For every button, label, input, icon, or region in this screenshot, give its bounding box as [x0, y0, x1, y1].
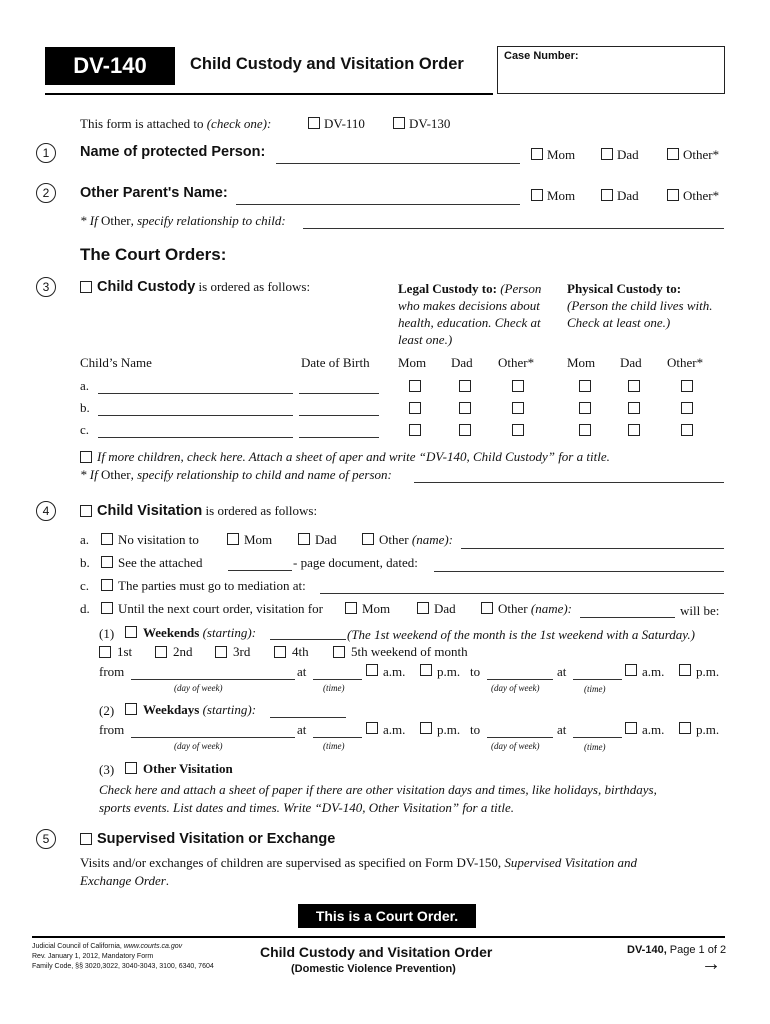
child-a-physical-mom-checkbox[interactable] — [579, 380, 591, 392]
s1-mom-label: Mom — [547, 147, 576, 162]
weekend-2nd-checkbox[interactable] — [155, 646, 167, 658]
until-next-order-text: Until the next court order, visitation for — [118, 601, 323, 616]
child-custody-title: Child Custody — [97, 279, 196, 295]
child-row-a-label: a. — [80, 378, 90, 393]
footer-subtitle: (Domestic Violence Prevention) — [291, 963, 456, 975]
weekdays-from-time-field[interactable] — [313, 737, 362, 738]
weekends-from-day-caption: (day of week) — [174, 683, 223, 693]
dv130-label: DV-130 — [409, 116, 451, 131]
other-visitation-line-1: Check here and attach a sheet of paper if there are other visitation days and times, like holidays, birthdays, — [99, 782, 657, 797]
no-visitation-checkbox[interactable] — [101, 533, 113, 545]
child-c-legal-mom-checkbox[interactable] — [409, 424, 421, 436]
protected-person-field[interactable] — [276, 163, 520, 164]
child-c-legal-other-checkbox[interactable] — [512, 424, 524, 436]
footer-form-id: DV-140, — [627, 944, 667, 956]
legal-custody-title: Legal Custody to: — [398, 281, 497, 296]
weekends-from-at: at — [297, 664, 307, 679]
s2-dad-label: Dad — [617, 188, 639, 203]
weekends-starting: (starting): — [202, 625, 257, 640]
weekdays-from-pm-label: p.m. — [437, 722, 461, 737]
no-visitation-text: No visitation to — [118, 532, 199, 547]
weekend-2nd-label: 2nd — [173, 644, 193, 659]
supervised-l1-prefix: Visits and/or exchanges of children are supervised as specified on Form DV-150, — [80, 855, 505, 870]
no-visit-other-name-label: (name): — [411, 532, 454, 547]
weekends-to-label: to — [470, 664, 481, 679]
weekend-4th-label: 4th — [292, 644, 309, 659]
visit-other-label — [498, 601, 572, 617]
col-legal-dad: Dad — [451, 355, 473, 370]
child-visitation-suffix: is ordered as follows: — [202, 503, 318, 518]
col-physical-other: Other* — [667, 355, 704, 370]
footer-rule — [32, 936, 725, 938]
footer-citation — [32, 942, 214, 972]
child-c-physical-other-checkbox[interactable] — [681, 424, 693, 436]
weekdays-title: Weekdays — [143, 702, 200, 717]
s2-mom-label: Mom — [547, 188, 576, 203]
weekend-1st-checkbox[interactable] — [99, 646, 111, 658]
s4-b-label: b. — [80, 555, 90, 570]
weekends-start-field[interactable] — [270, 639, 346, 640]
child-custody-heading — [97, 279, 310, 295]
s4-a-label: a. — [80, 532, 90, 547]
weekends-from-day-field[interactable] — [131, 679, 295, 680]
supervised-l1-italic: Supervised Visitation and — [504, 855, 638, 870]
visit-other-name-label: (name): — [530, 601, 573, 616]
footer-page-number: Page 1 of 2 — [666, 944, 727, 956]
no-visit-other-label — [379, 532, 453, 548]
weekends-heading — [143, 625, 256, 641]
form-title: Child Custody and Visitation Order — [190, 55, 464, 73]
supervised-visitation-title: Supervised Visitation or Exchange — [97, 831, 336, 847]
weekends-from-time-field[interactable] — [313, 679, 362, 680]
s2-dad-checkbox[interactable] — [601, 189, 613, 201]
weekdays-to-pm-label: p.m. — [696, 722, 720, 737]
weekdays-from-day-field[interactable] — [131, 737, 295, 738]
weekdays-to-pm-checkbox[interactable] — [679, 722, 691, 734]
form-id-box — [45, 47, 175, 85]
other-parent-field[interactable] — [236, 204, 520, 205]
child-c-physical-mom-checkbox[interactable] — [579, 424, 591, 436]
child-visitation-heading — [97, 503, 317, 519]
visit-dad-checkbox[interactable] — [417, 602, 429, 614]
legal-custody-heading — [398, 280, 541, 348]
s2-note-suffix: , specify relationship to child: — [130, 213, 286, 228]
s3-relationship-note — [80, 467, 392, 483]
child-a-physical-other-checkbox[interactable] — [681, 380, 693, 392]
weekdays-number: (2) — [99, 703, 115, 718]
see-attached-mid: - page document, dated: — [293, 555, 418, 570]
section-5-number: 5 — [36, 829, 56, 849]
visit-other-text: Other — [498, 601, 528, 616]
section-4-number: 4 — [36, 501, 56, 521]
weekdays-from-day-caption: (day of week) — [174, 741, 223, 751]
court-order-banner: This is a Court Order. — [298, 904, 476, 928]
child-visitation-title: Child Visitation — [97, 503, 203, 519]
weekdays-start-field[interactable] — [270, 717, 346, 718]
weekends-to-pm-label: p.m. — [696, 664, 720, 679]
child-c-dob-field[interactable] — [299, 437, 379, 438]
court-orders-heading: The Court Orders: — [80, 245, 227, 264]
physical-custody-l3: Check at least one.) — [567, 315, 671, 330]
section-3-number: 3 — [36, 277, 56, 297]
weekdays-to-am-label: a.m. — [642, 722, 665, 737]
weekdays-to-time-caption: (time) — [584, 742, 606, 752]
s3-note-suffix: , specify relationship to child and name of person: — [130, 467, 392, 482]
weekends-from-am-checkbox[interactable] — [366, 664, 378, 676]
section-1-number: 1 — [36, 143, 56, 163]
child-custody-checkbox[interactable] — [80, 281, 92, 293]
col-physical-dad: Dad — [620, 355, 642, 370]
visit-dad-label: Dad — [434, 601, 456, 616]
supervised-l2-italic: Exchange Order — [80, 873, 166, 888]
other-visitation-number: (3) — [99, 762, 115, 777]
visit-mom-label: Mom — [362, 601, 391, 616]
weekdays-starting: (starting): — [202, 702, 257, 717]
weekends-checkbox[interactable] — [125, 626, 137, 638]
visit-mom-checkbox[interactable] — [345, 602, 357, 614]
weekdays-to-am-checkbox[interactable] — [625, 722, 637, 734]
dv110-label: DV-110 — [324, 116, 365, 131]
child-row-b-label: b. — [80, 400, 90, 415]
s2-other-label: Other* — [683, 188, 720, 203]
col-date-of-birth: Date of Birth — [301, 355, 370, 370]
see-attached-checkbox[interactable] — [101, 556, 113, 568]
form-id: DV-140 — [73, 53, 147, 78]
attached-label-text: This form is attached to — [80, 116, 207, 131]
s1-other-checkbox[interactable] — [667, 148, 679, 160]
weekends-from-label: from — [99, 664, 125, 679]
other-visitation-checkbox[interactable] — [125, 762, 137, 774]
no-visit-other-checkbox[interactable] — [362, 533, 374, 545]
supervised-visitation-checkbox[interactable] — [80, 833, 92, 845]
child-b-physical-mom-checkbox[interactable] — [579, 402, 591, 414]
s1-dad-checkbox[interactable] — [601, 148, 613, 160]
weekends-note: (The 1st weekend of the month is the 1st weekend with a Saturday.) — [347, 627, 695, 642]
footer-family-code: Family Code, §§ 3020,3022, 3040-3043, 3100, 6340, 7604 — [32, 963, 214, 970]
mediation-checkbox[interactable] — [101, 579, 113, 591]
no-visit-other-name-field[interactable] — [461, 548, 724, 549]
legal-custody-l1: (Person — [496, 281, 542, 296]
weekdays-checkbox[interactable] — [125, 703, 137, 715]
weekends-to-day-field[interactable] — [487, 679, 553, 680]
weekdays-to-day-field[interactable] — [487, 737, 553, 738]
until-next-order-checkbox[interactable] — [101, 602, 113, 614]
s3-relationship-field[interactable] — [414, 482, 724, 483]
physical-custody-heading — [567, 280, 713, 331]
weekends-to-day-caption: (day of week) — [491, 683, 540, 693]
weekdays-heading — [143, 702, 256, 718]
footer-council: Judicial Council of California, — [32, 943, 124, 950]
weekends-to-time-caption: (time) — [584, 684, 606, 694]
s2-note-other: Other — [100, 213, 131, 228]
s2-relationship-field[interactable] — [303, 228, 724, 229]
child-a-dob-field[interactable] — [299, 393, 379, 394]
legal-custody-l2: who makes decisions about — [398, 298, 540, 313]
s3-note-other: Other — [100, 467, 131, 482]
s4-d-label: d. — [80, 601, 90, 616]
s3-note-prefix: * If — [80, 467, 101, 482]
footer-revision: Rev. January 1, 2012, Mandatory Form — [32, 953, 154, 960]
no-visit-mom-label: Mom — [244, 532, 273, 547]
weekends-title: Weekends — [143, 625, 200, 640]
mediation-field[interactable] — [320, 593, 724, 594]
legal-custody-l4: least one.) — [398, 332, 453, 347]
child-a-physical-dad-checkbox[interactable] — [628, 380, 640, 392]
attached-check-one: (check one): — [206, 116, 272, 131]
weekend-5th-checkbox[interactable] — [333, 646, 345, 658]
footer-url: www.courts.ca.gov — [123, 943, 183, 950]
weekdays-to-at: at — [557, 722, 567, 737]
child-b-physical-other-checkbox[interactable] — [681, 402, 693, 414]
no-visit-dad-label: Dad — [315, 532, 337, 547]
child-b-legal-other-checkbox[interactable] — [512, 402, 524, 414]
will-be-label: will be: — [680, 603, 720, 618]
attached-date-field[interactable] — [434, 571, 724, 572]
weekend-5th-label: 5th weekend of month — [351, 644, 468, 659]
weekdays-from-am-checkbox[interactable] — [366, 722, 378, 734]
physical-custody-title: Physical Custody to: — [567, 281, 682, 296]
no-visit-mom-checkbox[interactable] — [227, 533, 239, 545]
weekend-1st-label: 1st — [117, 644, 133, 659]
s2-other-checkbox[interactable] — [667, 189, 679, 201]
more-children-checkbox[interactable] — [80, 451, 92, 463]
protected-person-label: Name of protected Person: — [80, 144, 266, 160]
child-c-legal-dad-checkbox[interactable] — [459, 424, 471, 436]
weekends-to-am-label: a.m. — [642, 664, 665, 679]
mediation-text: The parties must go to mediation at: — [118, 578, 306, 593]
weekend-3rd-checkbox[interactable] — [215, 646, 227, 658]
other-parent-label: Other Parent's Name: — [80, 185, 228, 201]
case-number-box[interactable] — [497, 46, 725, 94]
weekends-from-am-label: a.m. — [383, 664, 406, 679]
no-visit-dad-checkbox[interactable] — [298, 533, 310, 545]
weekend-4th-checkbox[interactable] — [274, 646, 286, 658]
dv110-checkbox[interactable] — [308, 117, 320, 129]
physical-custody-l2: (Person the child lives with. — [567, 298, 713, 313]
weekends-from-pm-label: p.m. — [437, 664, 461, 679]
col-legal-mom: Mom — [398, 355, 427, 370]
weekends-number: (1) — [99, 626, 115, 641]
s4-c-label: c. — [80, 578, 90, 593]
child-b-name-field[interactable] — [98, 415, 293, 416]
visit-other-checkbox[interactable] — [481, 602, 493, 614]
supervised-visitation-text — [80, 854, 637, 890]
legal-custody-l3: health, education. Check at — [398, 315, 541, 330]
s2-mom-checkbox[interactable] — [531, 189, 543, 201]
weekend-3rd-label: 3rd — [233, 644, 251, 659]
weekends-to-am-checkbox[interactable] — [625, 664, 637, 676]
case-number-label: Case Number: — [504, 50, 579, 62]
supervised-l2-suffix: . — [165, 873, 170, 888]
dv130-checkbox[interactable] — [393, 117, 405, 129]
child-c-name-field[interactable] — [98, 437, 293, 438]
child-b-legal-mom-checkbox[interactable] — [409, 402, 421, 414]
section-2-number: 2 — [36, 183, 56, 203]
weekdays-from-time-caption: (time) — [323, 741, 345, 751]
footer-title: Child Custody and Visitation Order — [260, 944, 493, 960]
weekdays-to-label: to — [470, 722, 481, 737]
child-row-c-label: c. — [80, 422, 90, 437]
s1-dad-label: Dad — [617, 147, 639, 162]
child-c-physical-dad-checkbox[interactable] — [628, 424, 640, 436]
more-children-text: If more children, check here. Attach a sheet of aper and write “DV-140, Child Custody” for a title. — [97, 449, 610, 464]
s2-note-prefix: * If — [80, 213, 101, 228]
other-visitation-title: Other Visitation — [143, 761, 233, 776]
attached-pages-field[interactable] — [228, 570, 292, 571]
col-childs-name: Child’s Name — [80, 355, 152, 370]
weekends-to-time-field[interactable] — [573, 679, 622, 680]
attached-label — [80, 116, 271, 132]
child-b-dob-field[interactable] — [299, 415, 379, 416]
child-custody-suffix: is ordered as follows: — [195, 279, 311, 294]
col-physical-mom: Mom — [567, 355, 596, 370]
weekends-from-time-caption: (time) — [323, 683, 345, 693]
weekdays-from-pm-checkbox[interactable] — [420, 722, 432, 734]
s1-mom-checkbox[interactable] — [531, 148, 543, 160]
child-b-physical-dad-checkbox[interactable] — [628, 402, 640, 414]
next-page-arrow-icon[interactable]: → — [701, 953, 721, 975]
weekdays-from-at: at — [297, 722, 307, 737]
child-visitation-checkbox[interactable] — [80, 505, 92, 517]
weekends-from-pm-checkbox[interactable] — [420, 664, 432, 676]
child-a-legal-dad-checkbox[interactable] — [459, 380, 471, 392]
other-visitation-instructions — [99, 781, 657, 817]
header-rule — [45, 93, 493, 95]
other-visitation-line-2: sports events. List dates and times. Write “DV-140, Other Visitation” for a title. — [99, 800, 515, 815]
weekdays-to-time-field[interactable] — [573, 737, 622, 738]
weekdays-from-am-label: a.m. — [383, 722, 406, 737]
visit-other-name-field[interactable] — [580, 617, 675, 618]
col-legal-other: Other* — [498, 355, 535, 370]
child-a-legal-mom-checkbox[interactable] — [409, 380, 421, 392]
see-attached-text: See the attached — [118, 555, 203, 570]
child-a-legal-other-checkbox[interactable] — [512, 380, 524, 392]
weekends-to-at: at — [557, 664, 567, 679]
s1-other-label: Other* — [683, 147, 720, 162]
weekdays-from-label: from — [99, 722, 125, 737]
s2-relationship-note — [80, 213, 286, 229]
weekdays-to-day-caption: (day of week) — [491, 741, 540, 751]
child-b-legal-dad-checkbox[interactable] — [459, 402, 471, 414]
child-a-name-field[interactable] — [98, 393, 293, 394]
weekends-to-pm-checkbox[interactable] — [679, 664, 691, 676]
no-visit-other-text: Other — [379, 532, 409, 547]
